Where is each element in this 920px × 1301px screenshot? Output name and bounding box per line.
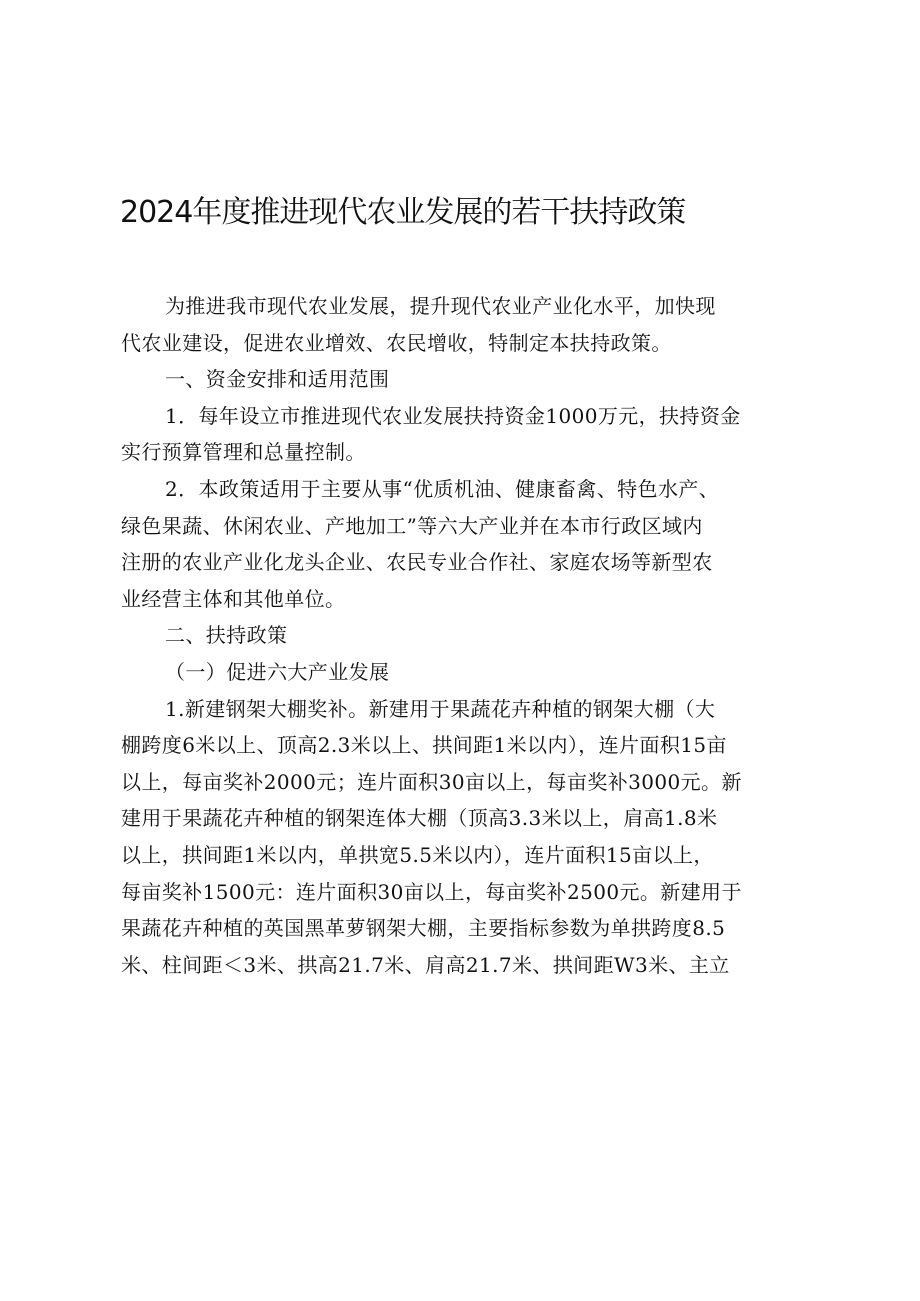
paragraph-line: 注册的农业产业化龙头企业、农民专业合作社、家庭农场等新型农: [121, 550, 713, 575]
paragraph-line: 果蔬花卉种植的英国黑革萝钢架大棚，主要指标参数为单拱跨度8.5: [121, 916, 726, 941]
paragraph-line: 以上，每亩奖补2000元；连片面积30亩以上，每亩奖补3000元。新: [121, 769, 742, 794]
document-title: 2024年度推进现代农业发展的若干扶持政策: [120, 195, 686, 230]
subsection-heading: （一）促进六大产业发展: [165, 659, 390, 684]
paragraph-line: 以上，拱间距1米以内，单拱宽5.5米以内），连片面积15亩以上，: [121, 842, 714, 867]
paragraph-line: 米、柱间距＜3米、拱高21.7米、肩高21.7米、拱间距W3米、主立: [121, 952, 730, 977]
paragraph-line: 绿色果蔬、休闲农业、产地加工”等六大产业并在本市行政区域内: [121, 513, 703, 538]
paragraph-line: 建用于果蔬花卉种植的钢架连体大棚（顶高3.3米以上，肩高1.8米: [121, 806, 718, 831]
paragraph-line: 业经营主体和其他单位。: [121, 586, 346, 611]
paragraph-line: 棚跨度6米以上、顶高2.3米以上、拱间距1米以内），连片面积15亩: [121, 733, 727, 758]
paragraph-line: 代农业建设，促进农业增效、农民增收，特制定本扶持政策。: [121, 330, 672, 355]
paragraph-line: 每亩奖补1500元：连片面积30亩以上，每亩奖补2500元。新建用于: [121, 879, 742, 904]
section-heading: 一、资金安排和适用范围: [165, 367, 390, 392]
paragraph-line: 为推进我市现代农业发展，提升现代农业产业化水平，加快现: [165, 294, 716, 318]
paragraph-line: 1．每年设立市推进现代农业发展扶持资金1000万元，扶持资金: [165, 403, 741, 428]
paragraph-line: 1.新建钢架大棚奖补。新建用于果蔬花卉种植的钢架大棚（大: [165, 696, 716, 721]
section-heading: 二、扶持政策: [165, 623, 288, 648]
document-body: [121, 288, 801, 983]
paragraph-line: 2．本政策适用于主要从事“优质机油、健康畜禽、特色水产、: [165, 476, 720, 501]
paragraph-line: 实行预算管理和总量控制。: [121, 440, 366, 465]
